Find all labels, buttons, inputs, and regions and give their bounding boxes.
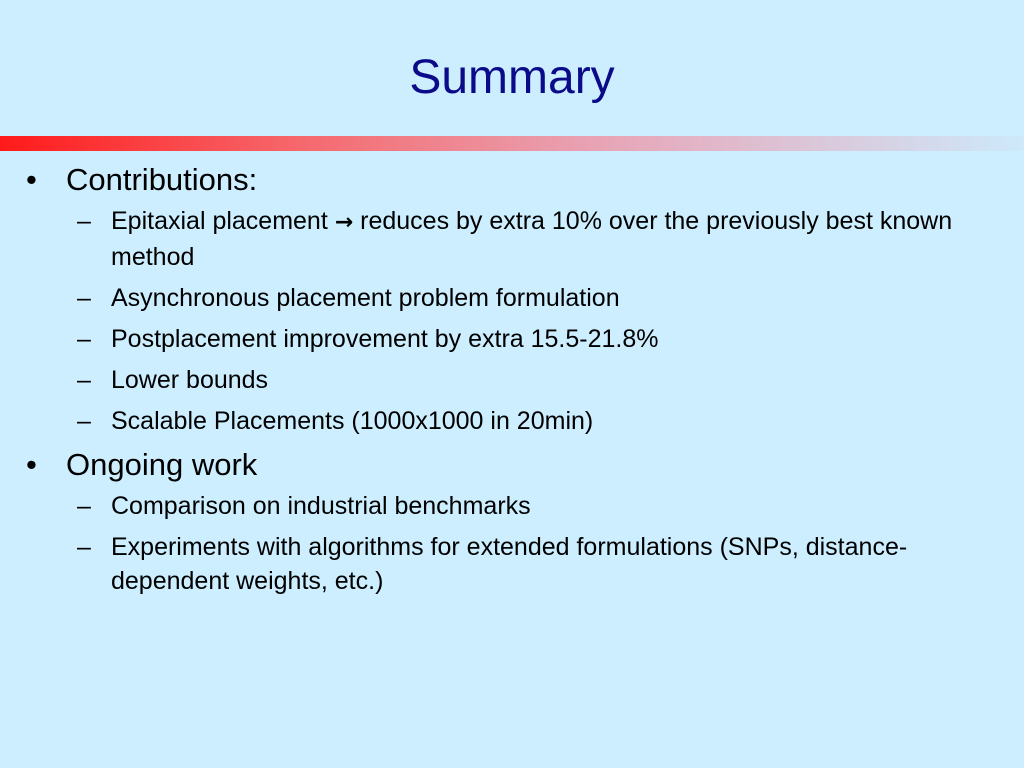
bullet-label: Ongoing work — [66, 447, 258, 482]
sub-item-asynchronous — [0, 281, 1024, 315]
sub-item-epitaxial — [0, 204, 1024, 274]
bullet-contributions — [0, 160, 1024, 200]
sub-item-lower-bounds — [0, 363, 1024, 397]
right-arrow-icon: → — [334, 210, 354, 235]
contributions-list — [0, 204, 1024, 438]
dash-icon: – — [77, 284, 91, 312]
title-gradient-rule — [0, 136, 1024, 151]
sub-item-text: Comparison on industrial benchmarks — [111, 492, 531, 520]
dash-icon: – — [77, 325, 91, 353]
slide-content — [0, 160, 1024, 605]
dash-icon: – — [77, 492, 91, 520]
dash-icon: – — [77, 533, 91, 561]
sub-item-scalable — [0, 404, 1024, 438]
dash-icon: – — [77, 407, 91, 435]
bullet-ongoing-work — [0, 445, 1024, 485]
bullet-icon: • — [26, 162, 37, 197]
sub-item-postplacement — [0, 322, 1024, 356]
bullet-label: Contributions: — [66, 162, 258, 197]
bullet-icon: • — [26, 447, 37, 482]
sub-item-comparison — [0, 489, 1024, 523]
sub-item-text: Experiments with algorithms for extended formulations (SNPs, distance-dependent weights, etc.) — [111, 533, 908, 595]
dash-icon: – — [77, 366, 91, 394]
ongoing-work-list — [0, 489, 1024, 598]
sub-item-text: Lower bounds — [111, 366, 269, 394]
sub-item-text: Scalable Placements (1000x1000 in 20min) — [111, 407, 594, 435]
sub-item-text: Postplacement improvement by extra 15.5-21.8% — [111, 325, 659, 353]
slide-title: Summary — [409, 51, 615, 104]
dash-icon: – — [77, 207, 91, 235]
sub-item-text: Asynchronous placement problem formulation — [111, 284, 620, 312]
sub-item-text: Epitaxial placement — [111, 207, 328, 235]
sub-item-text: reduces by extra 10% over the previously best known method — [111, 207, 953, 271]
sub-item-experiments — [0, 530, 1024, 598]
